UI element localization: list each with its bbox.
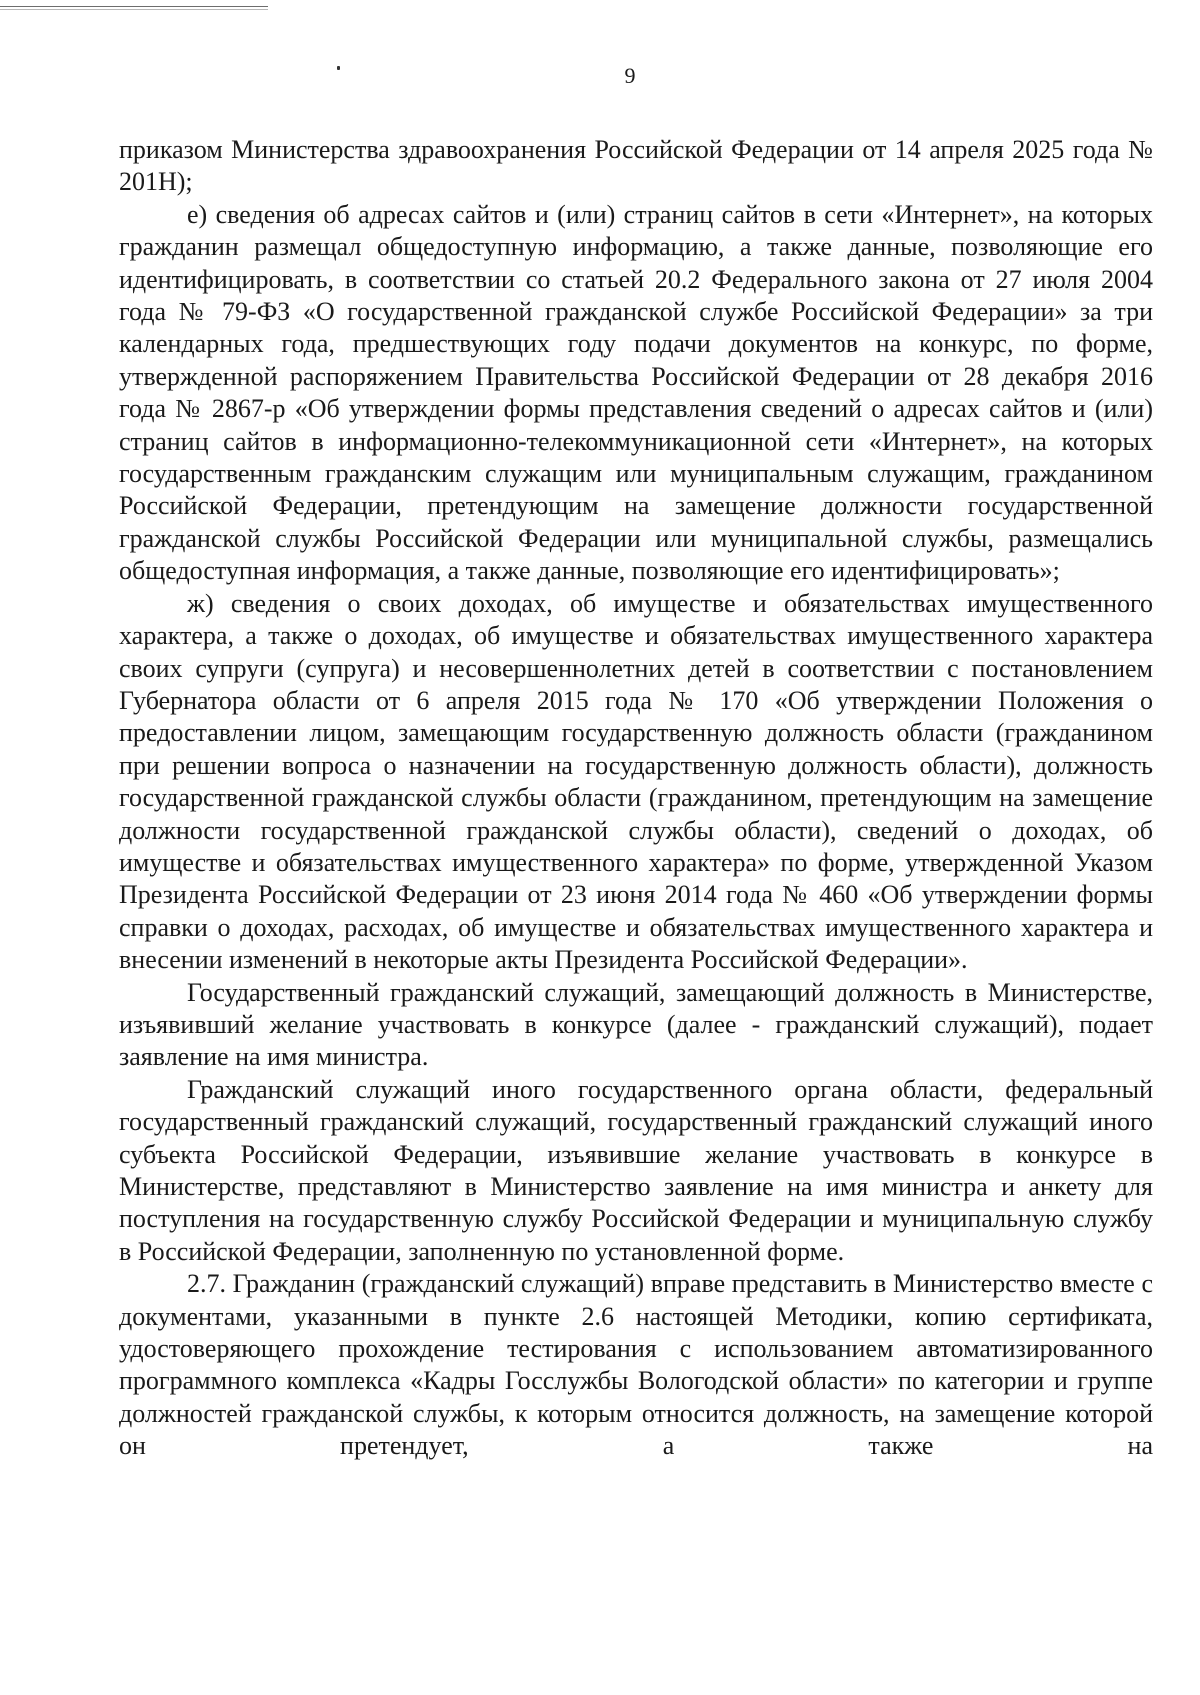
paragraph-item-zh-income: ж) сведения о своих доходах, об имуществе и обязательствах имущественного характера, а также о доходах, об имуществе и обязательствах имущественного характера своих супруги (супруга) и несовершеннолетних детей в соответствии с постановлением Губернатора области от 6 апреля 2015 года № 170 «Об утверждении Положения о предоставлении лицом, замещающим государственную должность области (гражданином при решении вопроса о назначении на государственную должность области), должность государственной гражданской службы области (гражданином, претендующим на замещение должности государственной гражданской службы области), сведений о доходах, об имуществе и обязательствах имущественного характера» по форме, утвержденной Указом Президента Российской Федерации от 23 июня 2014 года № 460 «Об утверждении формы справки о доходах, расходах, об имуществе и обязательствах имущественного характера и внесении изменений в некоторые акты Президента Российской Федерации». [119, 588, 1153, 975]
paragraph-item-e-websites: е) сведения об адресах сайтов и (или) страниц сайтов в сети «Интернет», на которых гражданин размещал общедоступную информацию, а также данные, позволяющие его идентифицировать, в соответствии со статьей 20.2 Федерального закона от 27 июля 2004 года № 79-ФЗ «О государственной гражданской службе Российской Федерации» за три календарных года, предшествующих году подачи документов на конкурс, по форме, утвержденной распоряжением Правительства Российской Федерации от 28 декабря 2016 года № 2867-р «Об утверждении формы представления сведений о адресах сайтов и (или) страниц сайтов в информационно-телекоммуникационной сети «Интернет», на которых государственным гражданским служащим или муниципальным служащим, гражданином Российской Федерации, претендующим на замещение должности государственной гражданской службы Российской Федерации или муниципальной службы, размещались общедоступная информация, а также данные, позволяющие его идентифицировать»; [119, 199, 1153, 586]
document-body [119, 134, 1153, 1463]
page-number: 9 [624, 63, 636, 88]
scan-edge-line [0, 6, 268, 7]
paragraph-section-2-7: 2.7. Гражданин (гражданский служащий) вправе представить в Министерство вместе с документами, указанными в пункте 2.6 настоящей Методики, копию сертификата, удостоверяющего прохождение тестирования с использованием автоматизированного программного комплекса «Кадры Госслужбы Вологодской области» по категории и группе должностей гражданской службы, к которым относится должность, на замещение которой он претендует, а также на [119, 1269, 1153, 1461]
paragraph-other-servant-application: Гражданский служащий иного государственного органа области, федеральный государственный гражданский служащий, государственный гражданский служащий иного субъекта Российской Федерации, изъявившие желание участвовать в конкурсе в Министерстве, представляют в Министерство заявление на имя министра и анкету для поступления на государственную службу Российской Федерации и муниципальную службу в Российской Федерации, заполненную по установленной форме. [119, 1074, 1153, 1266]
paragraph-civil-servant-application: Государственный гражданский служащий, замещающий должность в Министерстве, изъявивший желание участвовать в конкурсе (далее - гражданский служащий), подает заявление на имя министра. [119, 977, 1153, 1072]
paragraph-order-reference: приказом Министерства здравоохранения Российской Федерации от 14 апреля 2025 года № 201Н); [119, 135, 1153, 197]
scan-edge-line-secondary [0, 9, 268, 10]
